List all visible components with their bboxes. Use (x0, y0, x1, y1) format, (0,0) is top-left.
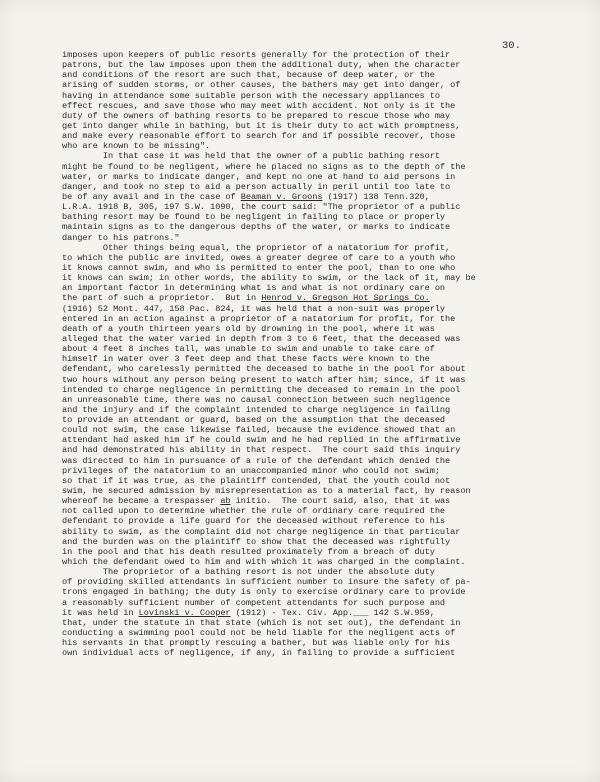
text-line: was directed to him in pursuance of a rule of the defendant which denied the (62, 455, 451, 466)
text-line: (1916) 52 Mont. 447, 158 Pac. 824, it was held that a non-suit was properly (62, 303, 446, 314)
text-line: own individual acts of negligence, if any, in failing to provide a sufficient (62, 648, 456, 659)
text-line: himself in water over 3 feet deep and that these facts were known to the (62, 354, 430, 365)
text-line: having in attendance some suitable person with the necessary appliances to (62, 90, 440, 101)
text-line: an unreasonable time, there was no causal connection between such negligence (62, 394, 451, 405)
text-line: swim, he secured admission by misrepresentation as to a material fact, by reason (62, 486, 471, 497)
text-line: danger to his patrons." (62, 232, 180, 243)
text-line: in the pool and that his death resulted proximately from a breach of duty (62, 546, 435, 557)
page-number: 30. (502, 40, 521, 52)
text-line: duty of the owners of bathing resorts to be prepared to rescue those who may (62, 110, 451, 121)
text-line: water, or marks to indicate danger, and kept no one at hand to aid persons in (62, 171, 456, 182)
text-line: it knows can swim; in other words, the ability to swim, or the lack of it, may be (62, 273, 476, 284)
text-line: defendant, who carelessly permitted the deceased to bathe in the pool for about (62, 364, 466, 375)
text-line: not called upon to determine whether the rule of ordinary care required the (62, 506, 446, 517)
text-line: and had demonstrated his ability in that respect. The court said this inquiry (62, 445, 461, 456)
text-line: imposes upon keepers of public resorts generally for the protection of their (62, 50, 451, 60)
text-line: so that if it was true, as the plaintiff contended, that the youth could not (62, 475, 451, 486)
text-line: the part of such a proprietor. But in Henrod v. Gregson Hot Springs Co. (62, 293, 430, 304)
text-line: might be found to be negligent, where he placed no signs as to the depth of the (62, 161, 466, 172)
text-line: it was held in Lovinski v. Cooper (1912) - Tex. Civ. App.___ 142 S.W.959, (62, 607, 435, 618)
text-line: an important factor in determining what is and what is not ordinary care on (62, 283, 446, 294)
text-line: it knows cannot swim, and who is permitted to enter the pool, than to one who (62, 262, 456, 273)
text-line: attendant had asked him if he could swim and he had replied in the affirmative (62, 435, 461, 446)
text-line: to provide an attendant or guard, based on the assumption that the deceased (62, 415, 446, 426)
text-line: whereof he became a trespasser ab initio. The court said, also, that it was (62, 496, 451, 507)
text-line: death of a youth thirteen years old by drowning in the pool, where it was (62, 323, 435, 334)
text-line: privileges of the natatorium to an unaccompanied minor who could not swim; (62, 465, 440, 476)
text-line: and make every reasonable effort to search for and if possible recover, those (62, 131, 456, 142)
text-line: arising of sudden storms, or other causes, the bathers may get into danger, of (62, 80, 461, 91)
text-line: two hours without any person being present to watch after him; since, if it was (62, 374, 466, 385)
case-citation: Henrod v. Gregson Hot Springs Co. (261, 293, 430, 304)
text-line: intended to charge negligence in permitting the deceased to remain in the pool (62, 384, 461, 395)
text-line: patrons, but the law imposes upon them the additional duty, when the character (62, 60, 461, 71)
text-line: L.R.A. 1918 B, 305, 197 S.W. 1090, the court said: "The proprietor of a public (62, 202, 461, 213)
text-line: conducting a swimming pool could not be held liable for the negligent acts of (62, 628, 456, 639)
text-line: maintain signs as to the dangerous depths of the water, or marks to indicate (62, 222, 451, 233)
case-citation: Beaman v. Groons (240, 191, 323, 202)
body-text (62, 50, 532, 658)
text-line: ability to swim, as the complaint did not charge negligence in that particular (62, 526, 461, 537)
text-line: alleged that the water varied in depth from 3 to 6 feet, that the deceased was (62, 333, 461, 344)
text-line: his servants in that promptly rescuing a bather, but was liable only for his (62, 638, 451, 649)
text-line: danger, and took no step to aid a person actually in peril until too late to (62, 181, 451, 192)
text-line: which the defendant owed to him and with which it was charged in the complaint. (62, 557, 466, 568)
text-line: trons engaged in bathing; the duty is only to exercise ordinary care to provide (62, 587, 466, 598)
text-line: to which the public are invited, owes a greater degree of care to a youth who (62, 252, 456, 263)
case-citation: Lovinski v. Cooper (138, 607, 231, 618)
text-line: defendant to provide a life guard for the deceased without reference to his (62, 516, 446, 527)
text-line: who are known to be missing". (62, 141, 211, 152)
text-line: about 4 feet 8 inches tall, was unable to swim and unable to take care of (62, 344, 435, 355)
text-line: and conditions of the resort are such that, because of deep water, or the (62, 70, 435, 81)
text-line: get into danger while in bathing, but it is their duty to act with promptness, (62, 120, 461, 131)
text-line: and the injury and if the complaint intended to charge negligence in failing (62, 404, 451, 415)
text-line: In that case it was held that the owner of a public bathing resort (62, 151, 440, 162)
text-line: of providing skilled attendants in sufficient number to insure the safety of pa- (62, 577, 471, 588)
text-line: The proprietor of a bathing resort is not under the absolute duty (62, 567, 435, 578)
text-line: a reasonably sufficient number of competent attendants for such purpose and (62, 597, 446, 608)
text-line: Other things being equal, the proprietor of a natatorium for profit, (62, 242, 451, 253)
text-line: that, under the statute in that state (which is not set out), the defendant in (62, 617, 461, 628)
text-line: could not swim, the case likewise failed, because the evidence showed that an (62, 425, 456, 436)
text-line: bathing resort may be found to be negligent in failing to place or properly (62, 212, 446, 223)
text-line: and the burden was on the plaintiff to show that the deceased was rightfully (62, 536, 451, 547)
text-line: effect rescues, and save those who may meet with accident. Not only is it the (62, 100, 456, 111)
text-line: entered in an action against a proprietor of a natatorium for profit, for the (62, 313, 456, 324)
text-line: be of any avail and in the case of Beaman v. Groons (1917) 138 Tenn.320, (62, 191, 430, 202)
case-citation: ab (220, 496, 231, 507)
